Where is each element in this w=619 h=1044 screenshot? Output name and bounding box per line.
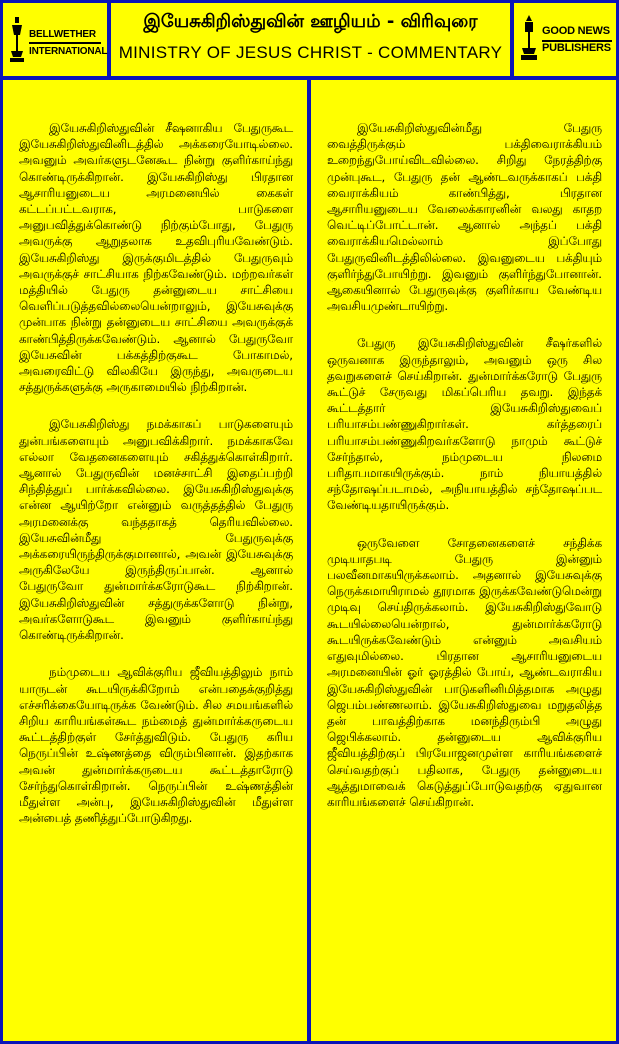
paragraph: இயேசுகிறிஸ்து நமக்காகப் பாடுகளையும் துன்பங்களையும் அனுபவிக்கிறார். நமக்காகவே எல்லா வேதனைகளையும் சகித்துக்கொள்கிறார். ஆனால் பேதுருவின் மனச்சாட்சி இதைப்பற்றி சிந்தித்துப் பார்க்கவில்லை. இயேசுகிறிஸ்துவுக்கு என்ன ஆயிற்றோ என்னும் வருத்தத்தில் பேதுரு அரமனைக்கு வந்ததாகத் தெரியவில்லை. இயேசுவின்மீது பேதுருவுக்கு அக்கரையிருந்திருக்குமானால், அவன் இயேசுவுக்கு அருகிலேயே இருந்திருப்பான். ஆனால் பேதுருவோ துன்மார்க்கரோடுகூட நிற்கிறான். இயேசுகிறிஸ்துவின் சத்துருக்களோடு நின்று, அவர்களோடுகூட இவனும் குளிர்காய்ந்து கொண்டிருக்கிறான். (19, 417, 293, 643)
good-news-logo-line2: PUBLISHERS (542, 42, 611, 54)
left-column-text (19, 120, 293, 847)
page-title-english: MINISTRY OF JESUS CHRIST - COMMENTARY (118, 43, 503, 62)
paragraph: இயேசுகிறிஸ்துவின்மீது பேதுரு வைத்திருக்கும் பக்திவைராக்கியம் உறைந்துபோய்விடவில்லை. சிறிது நேரத்திற்கு முன்புகூட, பேதுரு தன் ஆண்டவருக்காகப் பக்தி வைராக்கியம் காண்பித்து, பிரதான ஆசாரியனுடைய வேலைக்காரனின் வலது காதற வெட்டிப்போட்டான். ஆனால் அந்தப் பக்தி வைராக்கியமெல்லாம் இப்போது பேதுருவினிடத்திலில்லை. இவனுடைய பக்தியும் குளிர்ந்துபோயிற்று. இவனும் குளிர்ந்துபோனான். ஆகையினால் பேதுருவுக்கு குளிர்காய வேண்டிய அவசியமுண்டாயிற்று. (327, 121, 602, 314)
right-column-text (327, 120, 602, 831)
bellwether-logo-line2: INTERNATIONAL (29, 46, 108, 57)
paragraph: பேதுரு இயேசுகிறிஸ்துவின் சீஷர்களில் ஒருவனாக இருந்தாலும், அவனும் ஒரு சில தவறுகளைச் செய்கிறான். துன்மார்க்கரோடு பேதுரு கூட்டுச் சேருவது மிகப்பெரிய தவறு. இந்தக் கூட்டத்தார் இயேசுகிறிஸ்துவைப் பரியாசம்பண்ணுகிறார்கள். கர்த்தரைப் பரியாசம்பண்ணுகிறவர்களோடு நாமும் கூட்டுச் சேர்ந்தால், நம்முடைய நிலமை பரிதாபமாகயிருக்கும். நாம் நியாயத்தில் சந்தோஷப்படாமல், அநியாயத்தில் சந்தோஷப்பட வேண்டியதாயிருக்கும். (327, 336, 602, 513)
right-column (311, 80, 616, 1041)
bellwether-logo-line1: BELLWETHER (29, 29, 96, 40)
bellwether-logo (9, 15, 108, 65)
good-news-logo-line1: GOOD NEWS (542, 25, 610, 37)
paragraph: நம்முடைய ஆவிக்குரிய ஜீவியத்திலும் நாம் யாருடன் கூடயிருக்கிறோம் என்பதைக்குறித்து எச்சரிக்கையோடிருக்க வேண்டும். சில சமயங்களில் சிறிய காரியங்கள்கூட நம்மைத் துன்மார்க்கருடைய கூட்டத்திற்குள் சேர்த்துவிடும். பேதுரு கரிய நெருப்பின் உஷ்ணத்தை விரும்பினான். இதற்காக அவன் துன்மார்க்கருடைய கூட்டத்தாரோடு சேர்ந்துகொள்கிறான். நெருப்பின் உஷ்ணத்தின் மீதுள்ள அன்பு, இயேசுகிறிஸ்துவின் மீதுள்ள அன்பைத் தணித்துப்போடுகிறது. (19, 665, 293, 826)
bellwether-logo-panel (3, 3, 107, 76)
paragraph: ஒருவேளை சோதனைகளைச் சந்திக்க முடியாதபடி பேதுரு இன்னும் பலவீனமாகயிருக்கலாம். அதனால் இயேசுவுக்கு நெருக்கமாயிராமல் தூரமாக இருக்கவேண்டுமென்று முடிவு செய்திருக்கலாம். இயேசுகிறிஸ்துவோடு கூடயில்லையென்றால், துன்மார்க்கரோடு கூடயிருக்கவேண்டும் என்னும் அவசியம் எதுவுமில்லை. பிரதான ஆசாரியனுடைய அரமனையின் ஓர் ஓரத்தில் போய், ஆண்டவராகிய இயேசுகிறிஸ்துவின் பாடுகளினிமித்தமாக அழுது ஜெபம்பண்ணலாம். இயேசுகிறிஸ்துவை மறுதலித்த தன் பாவத்திற்காக மனந்திரும்பி அழுது ஜெபிக்கலாம். தன்னுடைய ஆவிக்குரிய ஜீவியத்திற்குப் பிரயோஜனமுள்ள காரியங்களைச் செய்வதற்குப் பதிலாக, பேதுரு தன்னுடைய ஆத்துமாவைக் கெடுத்துப்போடுவதற்கு ஏதுவான காரியங்களைச் செய்கிறான். (327, 535, 602, 809)
left-column (3, 80, 307, 1041)
title-panel (111, 3, 510, 76)
logo-divider (29, 42, 101, 44)
lamp-icon (9, 17, 25, 63)
page-title-tamil: இயேசுகிறிஸ்துவின் ஊழியம் - விரிவுரை (143, 11, 478, 32)
paragraph: இயேசுகிறிஸ்துவின் சீஷனாகிய பேதுருகூட இயேசுகிறிஸ்துவினிடத்தில் அக்கரையோடில்லை. அவனும் அவர்களுடனேகூட நின்று குளிர்காய்ந்து கொண்டிருக்கிறான். இயேசுகிறிஸ்து பிரதான ஆசாரியனுடைய அரமனையில் கைகள் கட்டப்பட்டவராக, பாடுகளை அனுபவித்துக்கொண்டு நிற்கும்போது, பேதுரு அவருக்கு ஆறுதலாக உதவிபுரியவேண்டும். இயேசுகிறிஸ்து இருக்குமிடத்தில் பேதுருவும் அவருக்குச் சாட்சியாக நிற்கவேண்டும். மற்றவர்கள் மத்தியில் பேதுரு தன்னுடைய சாட்சியை வெளிப்படுத்தவில்லையென்றாலும், இயேசுவுக்கு முன்பாக நின்று தன்னுடைய சாட்சியை அவருக்குக் காண்பித்திருக்கவேண்டும். ஆனால் பேதுருவோ இயேசுவின் பக்கத்திற்குகூட போகாமல், அவரைவிட்டு விலகியே இருந்து, அவருடைய சத்துருக்களுக்கு அருகாமையில் நிற்கிறான். (19, 121, 293, 395)
good-news-logo (520, 15, 614, 65)
lamp-icon (520, 15, 538, 61)
good-news-logo-panel (514, 3, 616, 76)
